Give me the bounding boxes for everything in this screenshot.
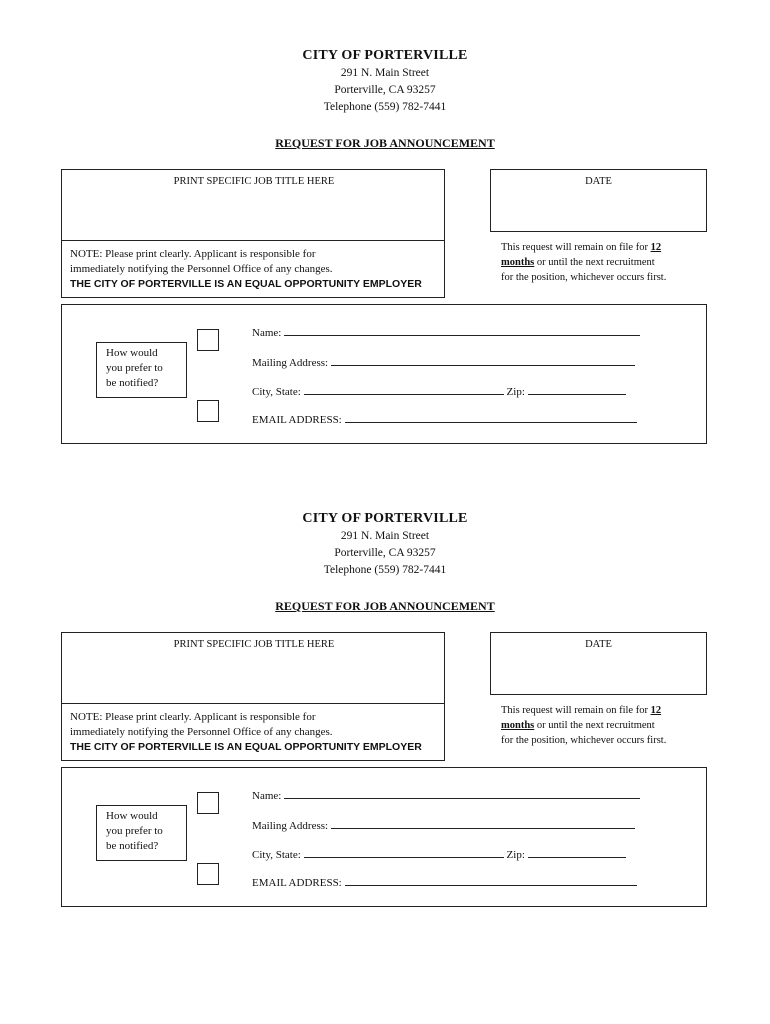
city-title: CITY OF PORTERVILLE (302, 48, 468, 63)
name-field[interactable] (252, 327, 640, 339)
on-file-text-2: or until the next recruitment (534, 720, 655, 731)
name-field[interactable] (252, 790, 640, 802)
email-field[interactable] (252, 877, 637, 889)
date-label: DATE (585, 639, 612, 650)
email-field[interactable] (252, 414, 637, 426)
job-box-divider (62, 703, 444, 704)
note-line-2: immediately notifying the Personnel Office of any changes. (70, 726, 333, 738)
notify-mail-checkbox[interactable] (197, 329, 219, 351)
notify-email-checkbox[interactable] (197, 863, 219, 885)
months-word: months (501, 720, 535, 731)
on-file-text-3: for the position, whichever occurs first. (501, 272, 667, 283)
job-title-box[interactable] (61, 169, 445, 298)
email-line[interactable] (345, 884, 637, 886)
equal-opportunity-statement: THE CITY OF PORTERVILLE IS AN EQUAL OPPORTUNITY EMPLOYER (70, 278, 422, 290)
note-line-2: immediately notifying the Personnel Office of any changes. (70, 263, 333, 275)
contact-info-box (61, 304, 707, 444)
on-file-text-2: or until the next recruitment (534, 257, 655, 268)
zip-line[interactable] (528, 856, 626, 858)
form-heading: REQUEST FOR JOB ANNOUNCEMENT (275, 599, 495, 613)
on-file-notice (501, 703, 711, 748)
name-line[interactable] (284, 334, 640, 336)
contact-info-box (61, 767, 707, 907)
email-line[interactable] (345, 421, 637, 423)
mailing-address-field[interactable] (252, 820, 635, 832)
telephone: Telephone (559) 782-7441 (323, 101, 447, 113)
notify-mail-checkbox[interactable] (197, 792, 219, 814)
name-label: Name: (252, 790, 282, 802)
mailing-address-line[interactable] (331, 364, 635, 366)
name-label: Name: (252, 327, 282, 339)
mailing-address-line[interactable] (331, 827, 635, 829)
applicant-note (70, 710, 333, 740)
applicant-note (70, 247, 333, 277)
twelve-value: 12 (650, 242, 662, 253)
note-line-1: NOTE: Please print clearly. Applicant is responsible for (70, 248, 316, 260)
job-title-label: PRINT SPECIFIC JOB TITLE HERE (173, 639, 335, 650)
on-file-text-3: for the position, whichever occurs first. (501, 735, 667, 746)
pref-line-1: How would (106, 810, 158, 822)
telephone: Telephone (559) 782-7441 (323, 564, 447, 576)
mailing-address-label: Mailing Address: (252, 820, 329, 832)
on-file-text: This request will remain on file for (501, 242, 651, 253)
zip-line[interactable] (528, 393, 626, 395)
request-form-top (0, 0, 770, 470)
notify-email-checkbox[interactable] (197, 400, 219, 422)
city-state-zip-field[interactable] (252, 386, 626, 398)
address-city: Porterville, CA 93257 (334, 547, 436, 559)
request-form-bottom (0, 463, 770, 933)
job-box-divider (62, 240, 444, 241)
city-state-label: City, State: (252, 849, 301, 861)
on-file-notice (501, 240, 711, 285)
notification-preference-label (96, 805, 187, 861)
mailing-address-label: Mailing Address: (252, 357, 329, 369)
pref-line-1: How would (106, 347, 158, 359)
form-heading: REQUEST FOR JOB ANNOUNCEMENT (275, 136, 495, 150)
months-word: months (501, 257, 535, 268)
email-label: EMAIL ADDRESS: (252, 877, 342, 889)
mailing-address-field[interactable] (252, 357, 635, 369)
on-file-text: This request will remain on file for (501, 705, 651, 716)
job-title-box[interactable] (61, 632, 445, 761)
city-state-line[interactable] (304, 856, 504, 858)
address-city: Porterville, CA 93257 (334, 84, 436, 96)
note-line-1: NOTE: Please print clearly. Applicant is responsible for (70, 711, 316, 723)
city-state-line[interactable] (304, 393, 504, 395)
date-box[interactable] (490, 169, 707, 232)
date-label: DATE (585, 176, 612, 187)
address-street: 291 N. Main Street (340, 67, 430, 79)
city-state-label: City, State: (252, 386, 301, 398)
city-title: CITY OF PORTERVILLE (302, 511, 468, 526)
twelve-value: 12 (650, 705, 662, 716)
name-line[interactable] (284, 797, 640, 799)
address-street: 291 N. Main Street (340, 530, 430, 542)
zip-label: Zip: (506, 849, 525, 861)
job-title-label: PRINT SPECIFIC JOB TITLE HERE (173, 176, 335, 187)
pref-line-2: you prefer to (106, 362, 163, 374)
date-box[interactable] (490, 632, 707, 695)
pref-line-3: be notified? (106, 377, 159, 389)
city-state-zip-field[interactable] (252, 849, 626, 861)
pref-line-2: you prefer to (106, 825, 163, 837)
notification-preference-label (96, 342, 187, 398)
email-label: EMAIL ADDRESS: (252, 414, 342, 426)
equal-opportunity-statement: THE CITY OF PORTERVILLE IS AN EQUAL OPPORTUNITY EMPLOYER (70, 741, 422, 753)
zip-label: Zip: (506, 386, 525, 398)
pref-line-3: be notified? (106, 840, 159, 852)
